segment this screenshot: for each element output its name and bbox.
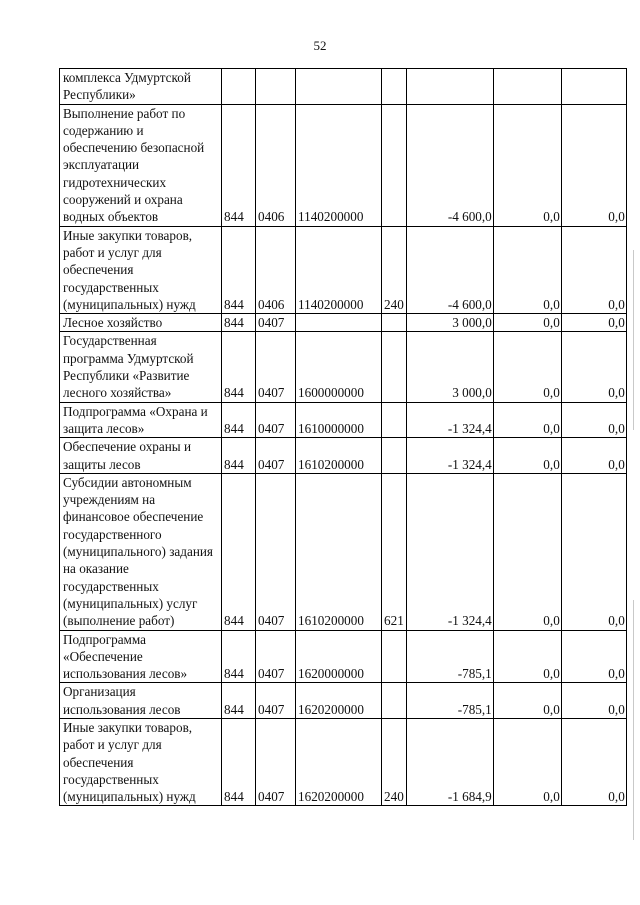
- ministry-code: 844: [222, 438, 256, 474]
- year2-value: 0,0: [493, 718, 561, 805]
- table-row: [60, 683, 627, 719]
- row-name: Подпрограмма «Охрана и защита лесов»: [60, 402, 222, 438]
- section-code: 0407: [256, 314, 296, 332]
- table-row: [60, 314, 627, 332]
- ministry-code: 844: [222, 630, 256, 683]
- target-article: [296, 314, 382, 332]
- row-name: Государственная программа Удмуртской Республики «Развитие лесного хозяйства»: [60, 332, 222, 402]
- ministry-code: [222, 69, 256, 105]
- expense-type: 621: [382, 473, 407, 630]
- scan-edge-mark: [633, 250, 634, 430]
- target-article: 1610200000: [296, 438, 382, 474]
- expense-type: [382, 69, 407, 105]
- amount-value: -4 600,0: [406, 226, 493, 313]
- page-number: 52: [313, 38, 327, 53]
- row-name: Организация использования лесов: [60, 683, 222, 719]
- expense-type: [382, 104, 407, 226]
- table-row: [60, 438, 627, 474]
- year2-value: 0,0: [493, 438, 561, 474]
- year3-value: 0,0: [561, 630, 626, 683]
- scan-edge-mark: [633, 600, 634, 840]
- year3-value: 0,0: [561, 402, 626, 438]
- section-code: [256, 69, 296, 105]
- target-article: 1610200000: [296, 473, 382, 630]
- table-row: [60, 630, 627, 683]
- section-code: 0406: [256, 104, 296, 226]
- year2-value: 0,0: [493, 226, 561, 313]
- row-name: Лесное хозяйство: [60, 314, 222, 332]
- table-row: [60, 718, 627, 805]
- target-article: 1620000000: [296, 630, 382, 683]
- table-row: [60, 104, 627, 226]
- section-code: 0407: [256, 718, 296, 805]
- table-row: [60, 226, 627, 313]
- target-article: 1610000000: [296, 402, 382, 438]
- section-code: 0407: [256, 332, 296, 402]
- year3-value: 0,0: [561, 683, 626, 719]
- amount-value: [406, 69, 493, 105]
- target-article: 1140200000: [296, 104, 382, 226]
- table-row: [60, 69, 627, 105]
- target-article: [296, 69, 382, 105]
- row-name: комплекса Удмуртской Республики»: [60, 69, 222, 105]
- expense-type: [382, 402, 407, 438]
- year2-value: 0,0: [493, 473, 561, 630]
- year3-value: 0,0: [561, 718, 626, 805]
- year3-value: 0,0: [561, 314, 626, 332]
- row-name: Подпрограмма «Обеспечение использования лесов»: [60, 630, 222, 683]
- section-code: 0406: [256, 226, 296, 313]
- year2-value: 0,0: [493, 402, 561, 438]
- expense-type: 240: [382, 718, 407, 805]
- amount-value: 3 000,0: [406, 314, 493, 332]
- ministry-code: 844: [222, 226, 256, 313]
- target-article: 1600000000: [296, 332, 382, 402]
- expense-type: [382, 314, 407, 332]
- row-name: Иные закупки товаров, работ и услуг для обеспечения государственных (муниципальных) нужд: [60, 718, 222, 805]
- year3-value: [561, 69, 626, 105]
- year2-value: 0,0: [493, 683, 561, 719]
- section-code: 0407: [256, 438, 296, 474]
- ministry-code: 844: [222, 718, 256, 805]
- expense-type: [382, 683, 407, 719]
- target-article: 1620200000: [296, 683, 382, 719]
- amount-value: -1 324,4: [406, 402, 493, 438]
- section-code: 0407: [256, 683, 296, 719]
- expense-type: 240: [382, 226, 407, 313]
- ministry-code: 844: [222, 332, 256, 402]
- year2-value: 0,0: [493, 314, 561, 332]
- ministry-code: 844: [222, 683, 256, 719]
- year3-value: 0,0: [561, 104, 626, 226]
- year3-value: 0,0: [561, 226, 626, 313]
- target-article: 1620200000: [296, 718, 382, 805]
- row-name: Обеспечение охраны и защиты лесов: [60, 438, 222, 474]
- ministry-code: 844: [222, 314, 256, 332]
- table-row: [60, 402, 627, 438]
- ministry-code: 844: [222, 402, 256, 438]
- table-body: [60, 69, 627, 806]
- budget-table: [59, 68, 627, 806]
- row-name: Иные закупки товаров, работ и услуг для обеспечения государственных (муниципальных) нужд: [60, 226, 222, 313]
- amount-value: -785,1: [406, 683, 493, 719]
- row-name: Выполнение работ по содержанию и обеспечению безопасной эксплуатации гидротехнических сооружений и охрана водных объектов: [60, 104, 222, 226]
- amount-value: -785,1: [406, 630, 493, 683]
- amount-value: -4 600,0: [406, 104, 493, 226]
- amount-value: -1 324,4: [406, 438, 493, 474]
- year3-value: 0,0: [561, 473, 626, 630]
- year2-value: 0,0: [493, 104, 561, 226]
- section-code: 0407: [256, 473, 296, 630]
- table-row: [60, 473, 627, 630]
- table-row: [60, 332, 627, 402]
- expense-type: [382, 438, 407, 474]
- ministry-code: 844: [222, 473, 256, 630]
- section-code: 0407: [256, 402, 296, 438]
- section-code: 0407: [256, 630, 296, 683]
- year2-value: [493, 69, 561, 105]
- year3-value: 0,0: [561, 332, 626, 402]
- year2-value: 0,0: [493, 332, 561, 402]
- amount-value: -1 684,9: [406, 718, 493, 805]
- expense-type: [382, 332, 407, 402]
- amount-value: -1 324,4: [406, 473, 493, 630]
- year3-value: 0,0: [561, 438, 626, 474]
- ministry-code: 844: [222, 104, 256, 226]
- expense-type: [382, 630, 407, 683]
- row-name: Субсидии автономным учреждениям на финансовое обеспечение государственного (муниципального) задания на оказание государственных (муниципальных) услуг (выполнение работ): [60, 473, 222, 630]
- target-article: 1140200000: [296, 226, 382, 313]
- amount-value: 3 000,0: [406, 332, 493, 402]
- year2-value: 0,0: [493, 630, 561, 683]
